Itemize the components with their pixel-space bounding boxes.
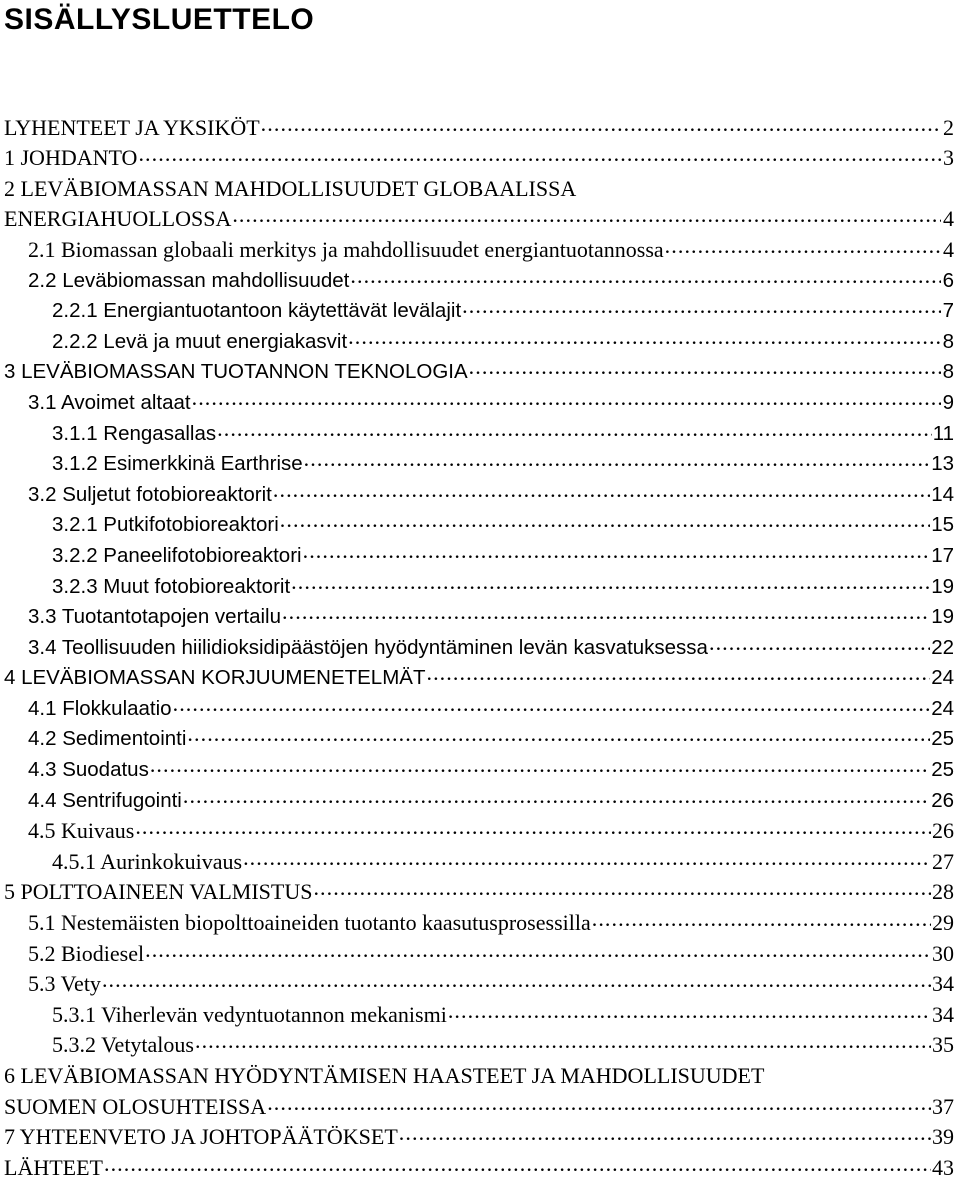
toc-entry-page-number: 9 xyxy=(942,390,954,414)
toc-entry-page-number: 26 xyxy=(931,788,954,812)
toc-entry[interactable] xyxy=(0,601,954,629)
toc-entry-page-number: 28 xyxy=(932,879,954,905)
dot-leader xyxy=(448,1000,931,1022)
toc-entry[interactable] xyxy=(0,571,954,599)
toc-entry-label: SUOMEN OLOSUHTEISSA xyxy=(4,1093,267,1119)
dot-leader xyxy=(232,204,941,226)
toc-entry-page-number: 24 xyxy=(931,666,954,690)
toc-row xyxy=(0,937,960,968)
toc-entry-page-number: 15 xyxy=(931,513,954,537)
toc-entry-page-number: 8 xyxy=(942,360,954,384)
toc-entry-page-number: 34 xyxy=(932,971,954,997)
toc-entry[interactable] xyxy=(0,847,954,874)
dot-leader xyxy=(267,1092,931,1114)
dot-leader xyxy=(183,785,930,807)
toc-entry[interactable] xyxy=(0,662,954,690)
dot-leader xyxy=(135,816,931,838)
toc-entry-label: ENERGIAHUOLLOSSA xyxy=(4,206,232,232)
toc-entry[interactable] xyxy=(0,479,954,507)
toc-row xyxy=(0,1151,960,1182)
toc-entry-label: 4.1 Flokkulaatio xyxy=(28,696,172,720)
toc-row xyxy=(0,356,960,387)
page-title: SISÄLLYSLUETTELO xyxy=(4,3,315,36)
toc-row xyxy=(0,968,960,999)
toc-entry-page-number: 4 xyxy=(943,206,954,232)
toc-row xyxy=(0,876,960,907)
toc-entry-label: 3.1.1 Rengasallas xyxy=(52,421,217,445)
toc-entry-page-number: 27 xyxy=(932,848,954,874)
toc-row xyxy=(0,1059,960,1090)
toc-entry[interactable] xyxy=(0,877,954,904)
dot-leader xyxy=(399,1122,931,1144)
dot-leader xyxy=(102,969,931,991)
toc-entry-page-number: 26 xyxy=(932,818,954,844)
toc-entry-label: 5 POLTTOAINEEN VALMISTUS xyxy=(4,879,313,905)
toc-entry[interactable] xyxy=(0,1000,954,1027)
toc-entry[interactable] xyxy=(0,540,954,568)
toc-entry-label: LÄHTEET xyxy=(4,1154,103,1180)
toc-row xyxy=(0,478,960,509)
toc-entry-label: 3.1 Avoimet altaat xyxy=(28,390,191,414)
toc-entry[interactable] xyxy=(0,939,954,966)
toc-entry[interactable] xyxy=(0,1092,954,1119)
toc-entry[interactable] xyxy=(0,235,954,262)
toc-entry-page-number: 17 xyxy=(931,543,954,567)
toc-entry-label: 2.1 Biomassan globaali merkitys ja mahdollisuudet energiantuotannossa xyxy=(28,236,664,262)
toc-entry[interactable] xyxy=(0,693,954,721)
toc-entry-label: 3.2 Suljetut fotobioreaktorit xyxy=(28,482,272,506)
toc-entry-page-number: 39 xyxy=(932,1124,954,1150)
toc-entry-label: 3.2.2 Paneelifotobioreaktori xyxy=(52,543,302,567)
dot-leader xyxy=(709,632,930,654)
toc-entry-page-number: 22 xyxy=(931,635,954,659)
toc-row xyxy=(0,264,960,295)
toc-row xyxy=(0,845,960,876)
toc-row xyxy=(0,906,960,937)
toc-entry[interactable] xyxy=(0,204,954,231)
toc-entry-label: 3.3 Tuotantotapojen vertailu xyxy=(28,605,282,629)
toc-row xyxy=(0,815,960,846)
toc-entry-page-number: 19 xyxy=(931,605,954,629)
toc-entry-label: 5.3.2 Vetytalous xyxy=(52,1032,194,1058)
toc-row xyxy=(0,111,960,142)
toc-entry-page-number: 24 xyxy=(931,696,954,720)
dot-leader xyxy=(217,418,932,440)
toc-row xyxy=(0,753,960,784)
toc-row xyxy=(0,386,960,417)
dot-leader xyxy=(187,723,930,745)
toc-entry-page-number: 34 xyxy=(932,1001,954,1027)
dot-leader xyxy=(304,448,931,470)
toc-entry-page-number: 25 xyxy=(931,758,954,782)
toc-row xyxy=(0,448,960,479)
dot-leader xyxy=(348,326,941,348)
toc-row xyxy=(0,417,960,448)
dot-leader xyxy=(192,387,941,409)
dot-leader xyxy=(291,571,930,593)
dot-leader xyxy=(282,601,930,623)
toc-entry-label: 3.2.1 Putkifotobioreaktori xyxy=(52,513,279,537)
toc-entry[interactable] xyxy=(0,1153,954,1180)
toc-entry[interactable] xyxy=(0,326,954,354)
toc-entry-label: 3.1.2 Esimerkkinä Earthrise xyxy=(52,452,303,476)
toc-entry[interactable] xyxy=(0,785,954,813)
table-of-contents xyxy=(0,111,960,1182)
toc-entry-page-number: 13 xyxy=(931,452,954,476)
toc-entry-label: 1 JOHDANTO xyxy=(4,145,138,171)
toc-row xyxy=(0,172,960,203)
toc-row xyxy=(0,295,960,326)
toc-entry[interactable] xyxy=(0,816,954,843)
toc-entry-page-number: 37 xyxy=(932,1093,954,1119)
toc-row xyxy=(0,692,960,723)
toc-entry-label: 3.4 Teollisuuden hiilidioksidipäästöjen hyödyntäminen levän kasvatuksessa xyxy=(28,635,708,659)
toc-entry-page-number: 2 xyxy=(943,114,954,140)
toc-row xyxy=(0,539,960,570)
dot-leader xyxy=(426,662,930,684)
dot-leader xyxy=(261,113,941,135)
dot-leader xyxy=(243,847,931,869)
toc-entry-label: 2.2 Leväbiomassan mahdollisuudet xyxy=(28,268,350,292)
toc-entry[interactable] xyxy=(0,113,954,140)
toc-entry-label: LYHENTEET JA YKSIKÖT xyxy=(4,114,260,140)
toc-entry-page-number: 29 xyxy=(932,910,954,936)
toc-entry-page-number: 19 xyxy=(931,574,954,598)
toc-entry-label: 4 LEVÄBIOMASSAN KORJUUMENETELMÄT xyxy=(4,666,426,690)
dot-leader xyxy=(665,235,941,257)
toc-entry-page-number: 14 xyxy=(931,482,954,506)
dot-leader xyxy=(173,693,931,715)
toc-entry[interactable] xyxy=(0,387,954,415)
toc-entry-label: 4.5.1 Aurinkokuivaus xyxy=(52,848,243,874)
toc-entry[interactable] xyxy=(0,754,954,782)
toc-entry-label: 3 LEVÄBIOMASSAN TUOTANNON TEKNOLOGIA xyxy=(4,360,468,384)
toc-entry-page-number: 35 xyxy=(932,1032,954,1058)
toc-row xyxy=(0,998,960,1029)
toc-entry[interactable] xyxy=(0,1030,954,1057)
dot-leader xyxy=(138,143,941,165)
toc-row xyxy=(0,1029,960,1060)
toc-entry-page-number: 6 xyxy=(942,268,954,292)
toc-entry-label: 2.2.2 Levä ja muut energiakasvit xyxy=(52,329,348,353)
toc-entry[interactable] xyxy=(0,265,954,293)
toc-row xyxy=(0,325,960,356)
toc-row xyxy=(0,631,960,662)
toc-entry-page-number: 7 xyxy=(942,299,954,323)
toc-row xyxy=(0,509,960,540)
toc-entry-label: 5.1 Nestemäisten biopolttoaineiden tuotanto kaasutusprosessilla xyxy=(28,910,591,936)
toc-entry-label: 5.3 Vety xyxy=(28,971,101,997)
toc-entry-label: 6 LEVÄBIOMASSAN HYÖDYNTÄMISEN HAASTEET JA MAHDOLLISUUDET xyxy=(4,1063,765,1088)
dot-leader xyxy=(145,939,931,961)
dot-leader xyxy=(195,1030,931,1052)
toc-entry-page-number: 8 xyxy=(942,329,954,353)
toc-entry[interactable] xyxy=(0,295,954,323)
toc-entry-label: 4.4 Sentrifugointi xyxy=(28,788,182,812)
dot-leader xyxy=(313,877,931,899)
toc-row xyxy=(0,570,960,601)
dot-leader xyxy=(462,295,941,317)
toc-entry-label: 7 YHTEENVETO JA JOHTOPÄÄTÖKSET xyxy=(4,1124,398,1150)
toc-entry-page-number: 3 xyxy=(943,145,954,171)
toc-row xyxy=(0,1090,960,1121)
toc-row xyxy=(0,142,960,173)
toc-entry-label: 2.2.1 Energiantuotantoon käytettävät levälajit xyxy=(52,299,462,323)
toc-entry-page-number: 43 xyxy=(932,1154,954,1180)
toc-entry-page-number: 30 xyxy=(932,940,954,966)
dot-leader xyxy=(150,754,930,776)
toc-row xyxy=(0,1121,960,1152)
toc-row xyxy=(0,601,960,632)
dot-leader xyxy=(469,356,941,378)
toc-entry-label: 3.2.3 Muut fotobioreaktorit xyxy=(52,574,291,598)
toc-entry[interactable] xyxy=(0,632,954,660)
toc-entry[interactable] xyxy=(0,448,954,476)
toc-entry[interactable] xyxy=(0,969,954,996)
toc-entry-label: 4.3 Suodatus xyxy=(28,758,149,782)
dot-leader xyxy=(350,265,941,287)
toc-entry-label: 5.2 Biodiesel xyxy=(28,940,145,966)
toc-entry-label: 2 LEVÄBIOMASSAN MAHDOLLISUUDET GLOBAALISSA xyxy=(4,175,577,201)
toc-row xyxy=(0,662,960,693)
toc-entry-label: 5.3.1 Viherlevän vedyntuotannon mekanismi xyxy=(52,1001,447,1027)
toc-entry[interactable] xyxy=(0,509,954,537)
toc-entry[interactable] xyxy=(0,1122,954,1149)
dot-leader xyxy=(280,509,930,531)
toc-entry[interactable] xyxy=(0,143,954,170)
toc-entry[interactable] xyxy=(0,908,954,935)
dot-leader xyxy=(104,1153,931,1175)
dot-leader xyxy=(273,479,930,501)
toc-entry-label: 4.2 Sedimentointi xyxy=(28,727,187,751)
toc-row xyxy=(0,723,960,754)
dot-leader xyxy=(303,540,931,562)
toc-row xyxy=(0,203,960,234)
toc-entry-page-number: 4 xyxy=(943,236,954,262)
toc-entry-page-number: 11 xyxy=(932,421,954,445)
toc-entry[interactable] xyxy=(0,356,954,384)
toc-row xyxy=(0,784,960,815)
toc-row xyxy=(0,233,960,264)
dot-leader xyxy=(592,908,931,930)
toc-entry-label: 4.5 Kuivaus xyxy=(28,818,135,844)
toc-entry-page-number: 25 xyxy=(931,727,954,751)
toc-entry[interactable] xyxy=(0,723,954,751)
toc-entry[interactable] xyxy=(0,418,954,446)
